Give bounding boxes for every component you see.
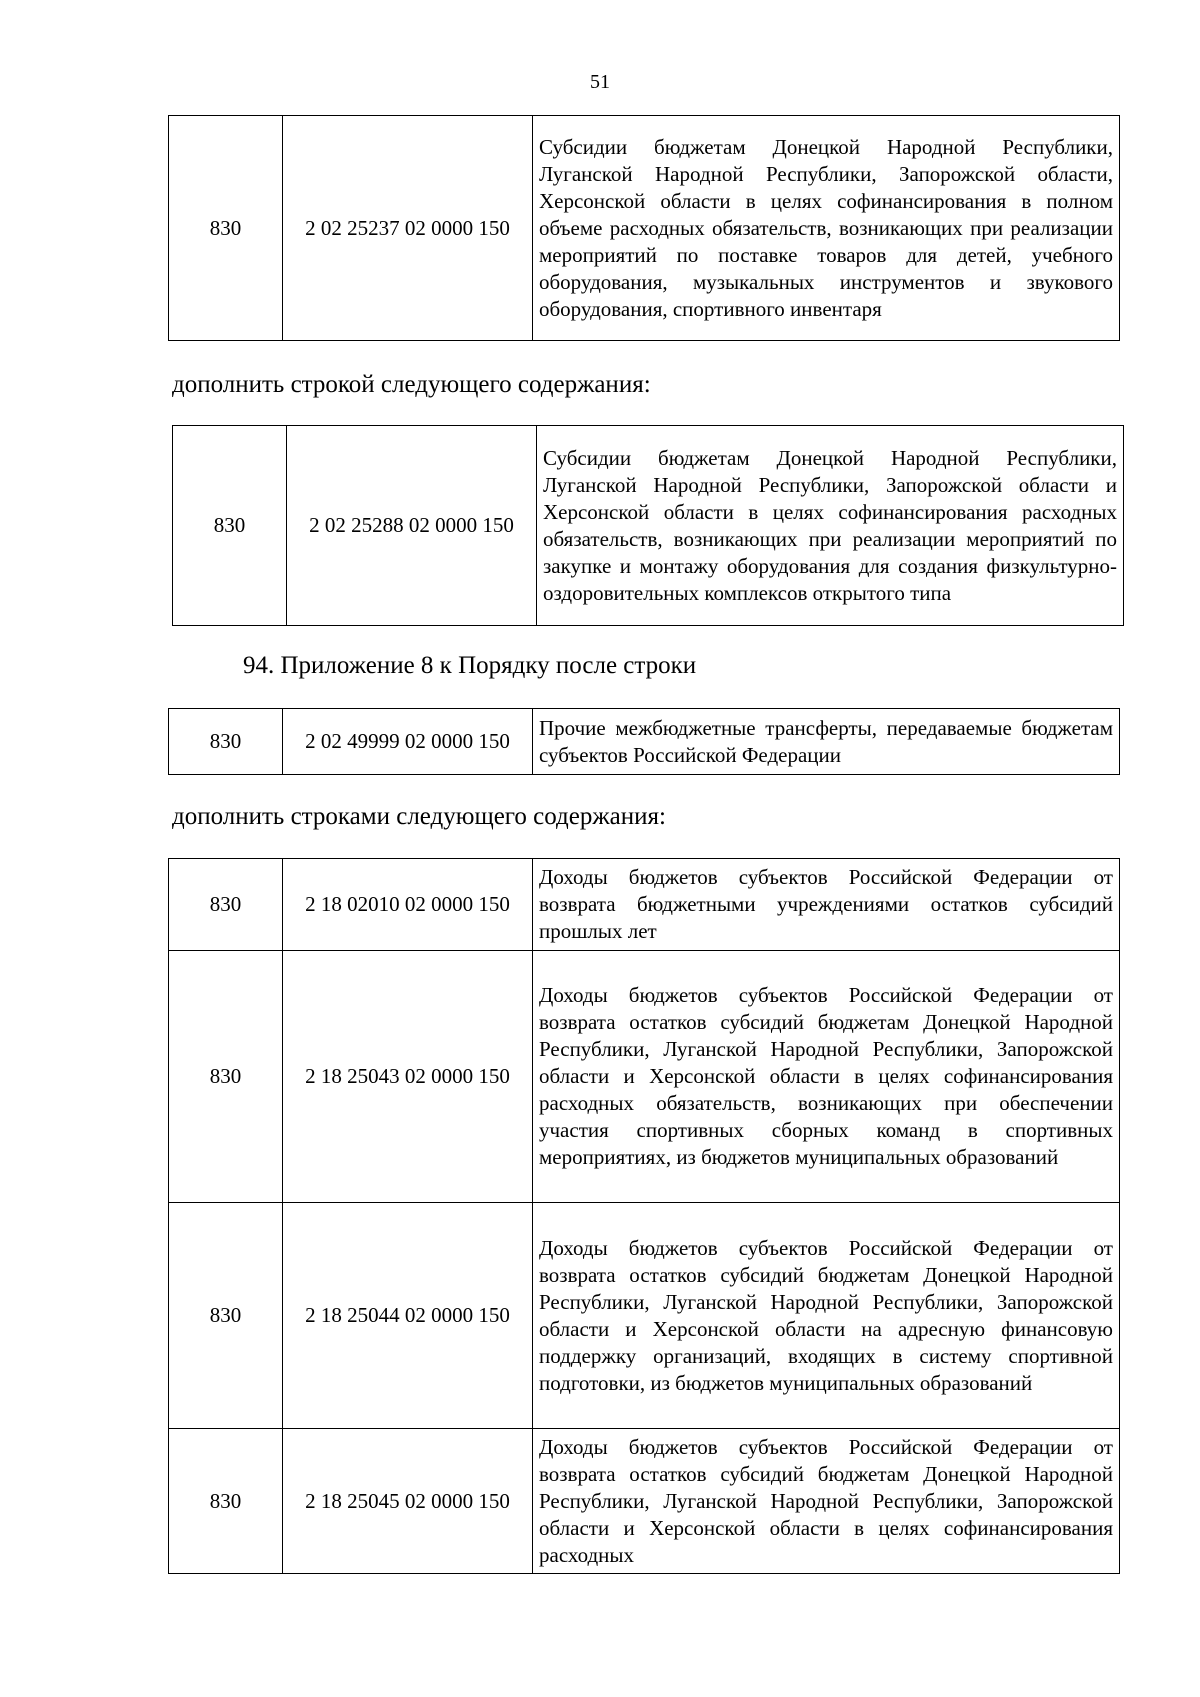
budget-code-cell: 2 18 25043 02 0000 150 xyxy=(283,951,533,1203)
description-cell: Субсидии бюджетам Донецкой Народной Республики, Луганской Народной Республики, Запорожской области и Херсонской области в целях софинансирования расходных обязательств, возникающих при реализации мероприятий по закупке и монтажу оборудования для создания физкультурно-оздоровительных комплексов открытого типа xyxy=(537,426,1124,626)
table-3 xyxy=(168,708,1120,775)
budget-code-cell: 2 18 25045 02 0000 150 xyxy=(283,1429,533,1574)
admin-code-cell: 830 xyxy=(169,951,283,1203)
paragraph-appendix-8: 94. Приложение 8 к Порядку после строки xyxy=(243,652,697,679)
table-2 xyxy=(172,425,1124,626)
description-cell: Прочие межбюджетные трансферты, передаваемые бюджетам субъектов Российской Федерации xyxy=(533,709,1120,775)
table-4 xyxy=(168,858,1120,1574)
admin-code-cell: 830 xyxy=(173,426,287,626)
table-row xyxy=(169,1203,1120,1429)
paragraph-add-rows: дополнить строками следующего содержания: xyxy=(172,803,666,830)
budget-code-cell: 2 02 25288 02 0000 150 xyxy=(287,426,537,626)
description-cell: Доходы бюджетов субъектов Российской Федерации от возврата остатков субсидий бюджетам Донецкой Народной Республики, Луганской Народной Республики, Запорожской области и Херсонской области в целях софинансирования расходных xyxy=(533,1429,1120,1574)
description-cell: Субсидии бюджетам Донецкой Народной Республики, Луганской Народной Республики, Запорожской области, Херсонской области в целях софинансирования в полном объеме расходных обязательств, возникающих при реализации мероприятий по поставке товаров для детей, учебного оборудования, музыкальных инструментов и звукового оборудования, спортивного инвентаря xyxy=(533,116,1120,341)
table-row xyxy=(169,709,1120,775)
table-row xyxy=(169,116,1120,341)
budget-code-cell: 2 02 25237 02 0000 150 xyxy=(283,116,533,341)
table-row xyxy=(169,951,1120,1203)
description-cell: Доходы бюджетов субъектов Российской Федерации от возврата остатков субсидий бюджетам Донецкой Народной Республики, Луганской Народной Республики, Запорожской области и Херсонской области на адресную финансовую поддержку организаций, входящих в систему спортивной подготовки, из бюджетов муниципальных образований xyxy=(533,1203,1120,1429)
description-cell: Доходы бюджетов субъектов Российской Федерации от возврата бюджетными учреждениями остатков субсидий прошлых лет xyxy=(533,859,1120,951)
table-row xyxy=(169,1429,1120,1574)
page-number: 51 xyxy=(590,71,610,93)
table-row xyxy=(173,426,1124,626)
description-cell: Доходы бюджетов субъектов Российской Федерации от возврата остатков субсидий бюджетам Донецкой Народной Республики, Луганской Народной Республики, Запорожской области и Херсонской области в целях софинансирования расходных обязательств, возникающих при обеспечении участия спортивных сборных команд в спортивных мероприятиях, из бюджетов муниципальных образований xyxy=(533,951,1120,1203)
table-1 xyxy=(168,115,1120,341)
admin-code-cell: 830 xyxy=(169,709,283,775)
admin-code-cell: 830 xyxy=(169,116,283,341)
admin-code-cell: 830 xyxy=(169,859,283,951)
admin-code-cell: 830 xyxy=(169,1203,283,1429)
table-row xyxy=(169,859,1120,951)
admin-code-cell: 830 xyxy=(169,1429,283,1574)
paragraph-add-row: дополнить строкой следующего содержания: xyxy=(172,371,651,398)
budget-code-cell: 2 18 02010 02 0000 150 xyxy=(283,859,533,951)
budget-code-cell: 2 02 49999 02 0000 150 xyxy=(283,709,533,775)
budget-code-cell: 2 18 25044 02 0000 150 xyxy=(283,1203,533,1429)
